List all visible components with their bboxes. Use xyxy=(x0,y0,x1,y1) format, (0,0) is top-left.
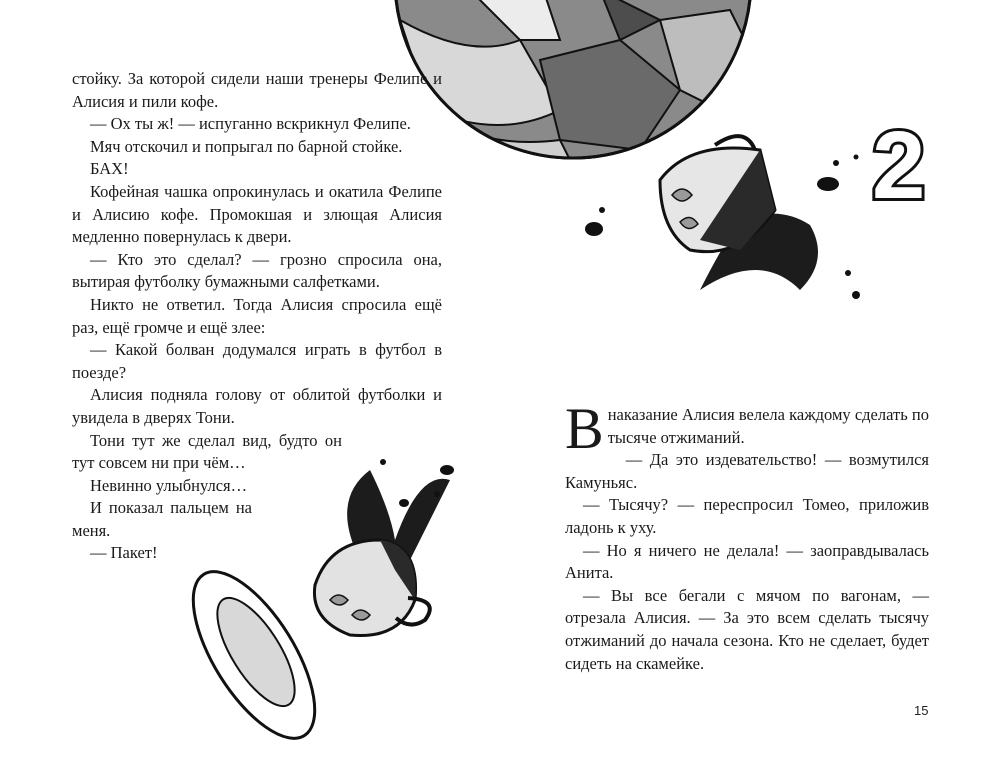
paragraph: — Да это издевательство! — возмутился Камуньяс. xyxy=(565,450,929,492)
paragraph-with-dropcap xyxy=(565,396,929,461)
paragraph: Тони тут же сделал вид, будто он тут совсем ни при чём… xyxy=(72,430,342,473)
paragraph: И показал пальцем на меня. xyxy=(72,498,252,540)
paragraph: — Вы все бегали с мячом по вагонам, — отрезала Алисия. — За это всем сделать тысячу отжиманий до начала сезона. Кто не сделает, будет сидеть на скамейке. xyxy=(565,585,929,673)
paragraph-text: наказание Алисия велела каждому сделать по тысяче отжиманий. xyxy=(607,405,929,447)
left-text-column xyxy=(72,68,442,565)
paragraph: стойку. За которой сидели наши тренеры Фелипе и Алисия и пили кофе. xyxy=(72,69,442,111)
paragraph: — Тысячу? — переспросил Томео, приложив ладонь к уху. xyxy=(565,495,929,537)
chapter-number: 2 xyxy=(872,112,926,219)
paragraph: — Кто это сделал? — грозно спросила она, вытирая футболку бумажными салфетками. xyxy=(72,249,442,292)
spilling-cup-top-illustration xyxy=(585,136,860,299)
paragraph: — Какой болван додумался играть в футбол в поезде? xyxy=(72,340,442,382)
paragraph: БАХ! xyxy=(90,159,129,179)
paragraph: Алисия подняла голову от облитой футболки и увидела в дверях Тони. xyxy=(72,385,442,427)
drop-cap: В xyxy=(565,396,604,461)
paragraph: Мяч отскочил и попрыгал по барной стойке. xyxy=(90,136,403,156)
paragraph: — Пакет! xyxy=(90,543,158,563)
soccer-ball-illustration xyxy=(395,0,760,162)
saucer-illustration xyxy=(170,553,339,757)
page-number: 15 xyxy=(914,703,929,718)
paragraph: Никто не ответил. Тогда Алисия спросила ещё раз, ещё громче и ещё злее: xyxy=(72,294,442,337)
right-text-column xyxy=(565,396,929,675)
paragraph: Кофейная чашка опрокинулась и окатила Фелипе и Алисию кофе. Промокшая и злющая Алисия медленно повернулась к двери. xyxy=(72,181,442,247)
paragraph: — Но я ничего не делала! — заоправдывалась Анита. xyxy=(565,540,929,583)
paragraph: Невинно улыбнулся… xyxy=(90,475,248,495)
paragraph: — Ох ты ж! — испуганно вскрикнул Фелипе. xyxy=(90,114,411,134)
